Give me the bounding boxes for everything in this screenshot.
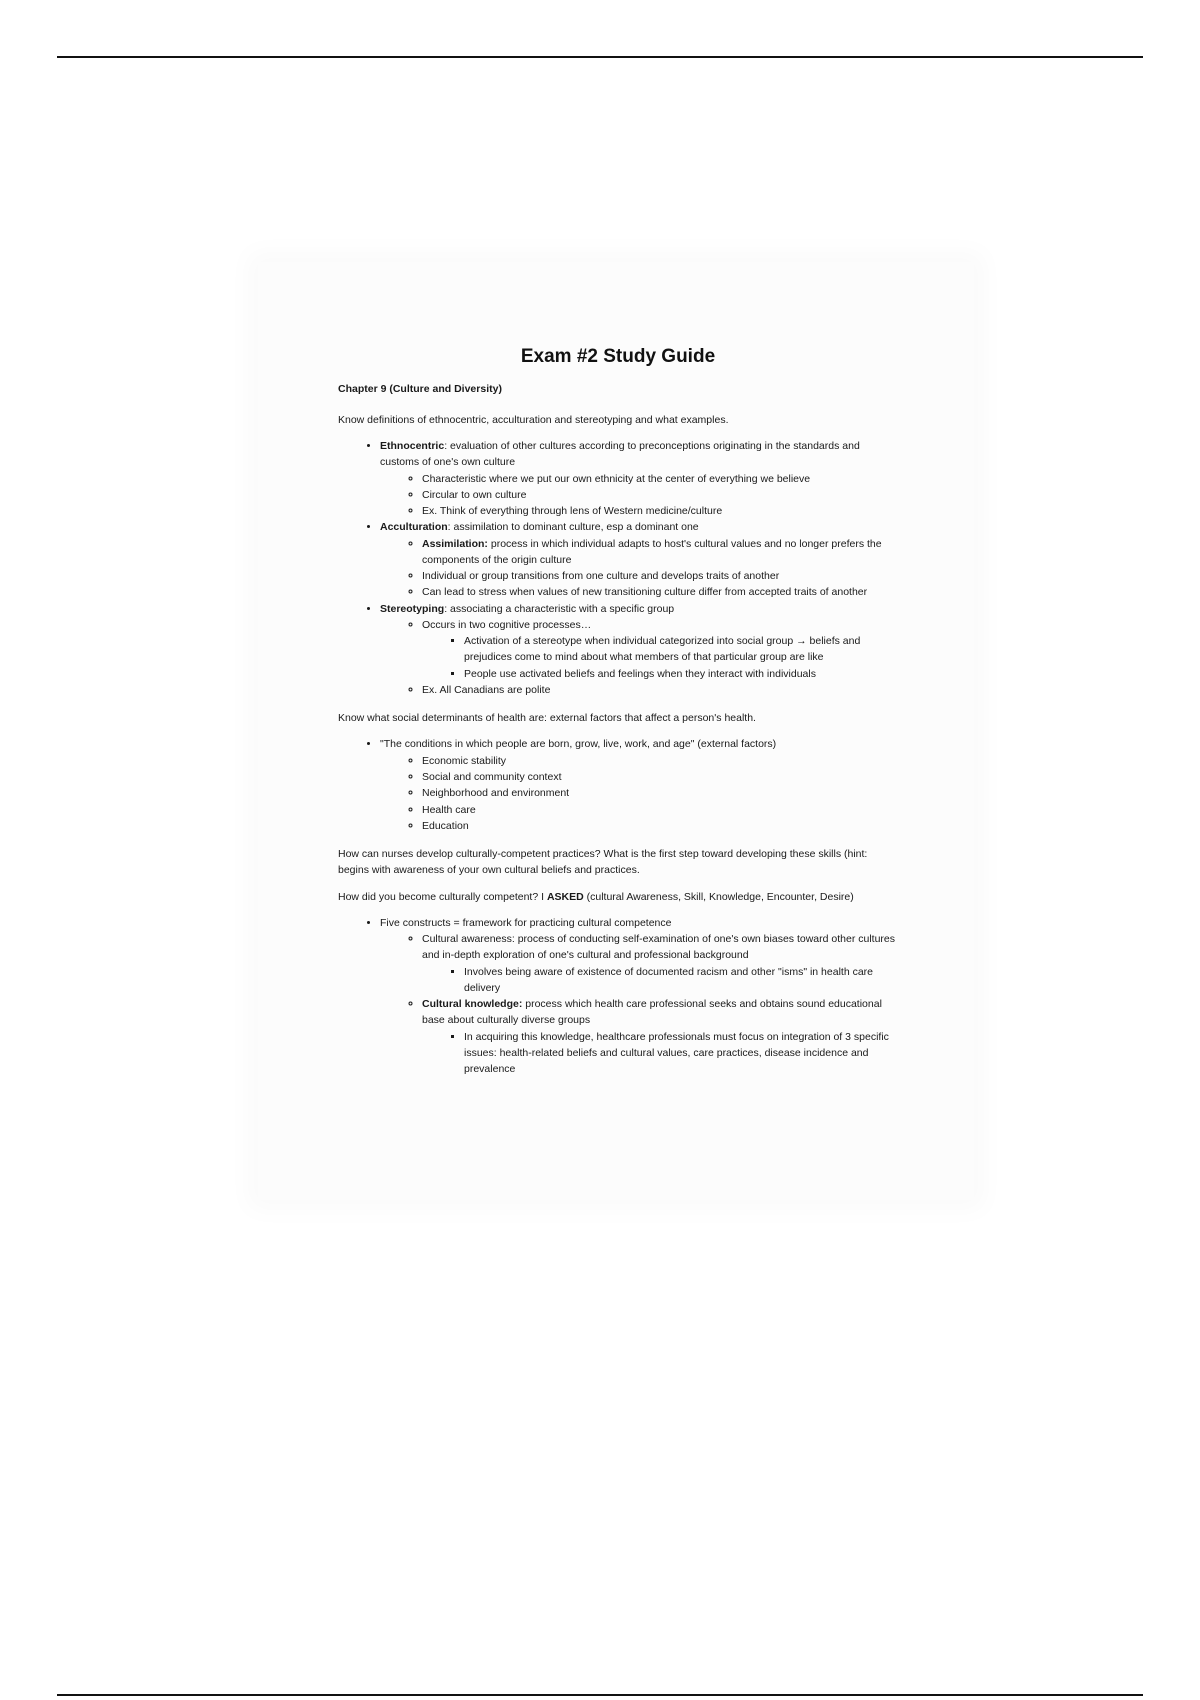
list-item-cultural-knowledge (422, 996, 898, 1077)
term-cultural-knowledge: Cultural knowledge: (422, 998, 523, 1011)
list-item-assimilation (422, 536, 898, 569)
list-item-stereotyping (380, 601, 898, 699)
list-item (422, 617, 898, 682)
list-item: ◦ Ex. All Canadians are polite (422, 682, 898, 698)
document-page (258, 262, 974, 1200)
list-item: ◦ Ex. Think of everything through lens of Western medicine/culture (422, 503, 898, 519)
list-item: ▪ In acquiring this knowledge, healthcare professionals must focus on integration of 3 specific issues: health-related beliefs and cultural values, care practices, disease incidence and prevalence (464, 1029, 898, 1078)
stereotyping-sublist (380, 617, 898, 698)
constructs-list (338, 915, 898, 1078)
awareness-sublist (422, 964, 898, 997)
q2-post: (cultural Awareness, Skill, Knowledge, Encounter, Desire) (583, 890, 854, 903)
list-item: ◦ Neighborhood and environment (422, 785, 898, 801)
def-ethnocentric: : evaluation of other cultures according to preconceptions originating in the standards and customs of one's own culture (380, 439, 860, 469)
bottom-rule (57, 1694, 1143, 1696)
list-item (380, 915, 898, 1078)
q2-pre: How did you become culturally competent? I (338, 890, 547, 903)
acculturation-sublist (380, 536, 898, 601)
list-item: ◦ Social and community context (422, 769, 898, 785)
list-item-ethnocentric (380, 438, 898, 519)
list-item: ◦ Health care (422, 802, 898, 818)
constructs-text: Five constructs = framework for practicing cultural competence (380, 916, 672, 929)
def-assimilation: process in which individual adapts to host's cultural values and no longer prefers the components of the origin culture (422, 537, 882, 566)
section-3-question-2 (338, 889, 898, 905)
section-3-question-1: How can nurses develop culturally-competent practices? What is the first step toward developing these skills (hint: begins with awareness of your own cultural beliefs and practices. (338, 848, 868, 877)
term-ethnocentric: Ethnocentric (380, 439, 445, 452)
list-item: ▪ Involves being aware of existence of documented racism and other "isms" in health care delivery (464, 964, 898, 997)
constructs-sublist (380, 931, 898, 1077)
cultural-awareness-text: Cultural awareness: process of conducting self-examination of one's own biases toward other cultures and in-depth exploration of one's cultural and professional background (422, 933, 896, 962)
definitions-list (338, 438, 898, 698)
list-item-acculturation (380, 519, 898, 600)
determinants-quote: "The conditions in which people are born, grow, live, work, and age" (external factors) (380, 738, 777, 751)
cognitive-process-list (422, 633, 898, 682)
list-item: ◦ Can lead to stress when values of new transitioning culture differ from accepted traits of another (422, 584, 898, 600)
list-item: ◦ Economic stability (422, 753, 898, 769)
def-stereotyping: : associating a characteristic with a specific group (444, 602, 675, 615)
def-cultural-knowledge: process which health care professional seeks and obtains sound educational base about culturally diverse groups (422, 998, 882, 1027)
list-item: ▪ Activation of a stereotype when individual categorized into social group → beliefs and prejudices come to mind about what members of that particular group are like (464, 633, 898, 666)
term-stereotyping: Stereotyping (380, 602, 445, 615)
ethnocentric-sublist (380, 471, 898, 520)
chapter-heading: Chapter 9 (Culture and Diversity) (338, 383, 502, 396)
list-item: ▪ People use activated beliefs and feelings when they interact with individuals (464, 666, 898, 682)
section-2-intro: Know what social determinants of health are: external factors that affect a person's health. (338, 712, 756, 725)
term-acculturation: Acculturation (380, 521, 448, 534)
term-assimilation: Assimilation: (422, 537, 488, 550)
section-1-intro: Know definitions of ethnocentric, acculturation and stereotyping and what examples. (338, 413, 729, 426)
list-item: ◦ Individual or group transitions from one culture and develops traits of another (422, 568, 898, 584)
document-title: Exam #2 Study Guide (520, 346, 716, 367)
knowledge-sublist (422, 1029, 898, 1078)
stereotyping-occurs: Occurs in two cognitive processes… (422, 618, 592, 631)
page-content (338, 342, 898, 1090)
list-item: ◦ Circular to own culture (422, 487, 898, 503)
q2-asked: ASKED (546, 890, 584, 903)
list-item (380, 736, 898, 834)
list-item: ◦ Education (422, 818, 898, 834)
list-item-cultural-awareness (422, 931, 898, 996)
def-acculturation: : assimilation to dominant culture, esp a dominant one (447, 521, 699, 534)
list-item: ◦ Characteristic where we put our own ethnicity at the center of everything we believe (422, 471, 898, 487)
determinants-sublist (380, 753, 898, 834)
top-rule (57, 56, 1143, 58)
determinants-list (338, 736, 898, 834)
